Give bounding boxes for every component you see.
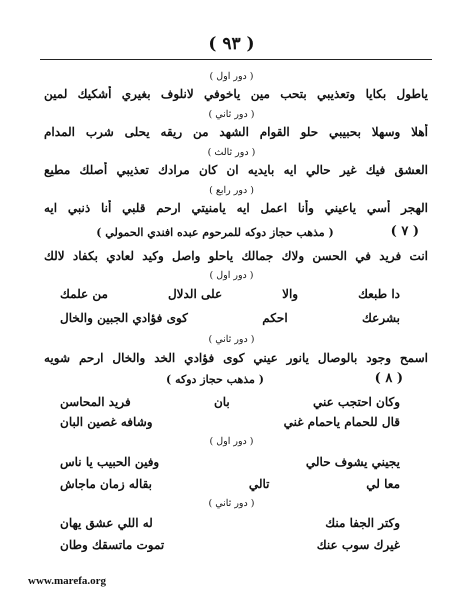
verse-row [60, 394, 400, 410]
section-label: ( دور ثاني ) [208, 109, 255, 120]
verse-cell: له اللي عشق يهان [60, 516, 153, 530]
verse-cell: احكم [262, 311, 288, 325]
verse-row [60, 286, 400, 302]
section-label: ( دور اول ) [209, 436, 254, 447]
verse-cell: تموت ماتسقك وطان [60, 538, 165, 552]
verse-cell: بقاله زمان ماجاش [60, 477, 153, 491]
verse-cell: بان [213, 395, 230, 409]
verse-cell: وكتر الجفا منك [325, 516, 400, 530]
verse-cell: تالي [248, 477, 270, 491]
verse-cell: على الدلال [167, 287, 223, 301]
song-header: ( مذهب حجاز دوكه للمرحوم عبده افندي الحمولي ) [96, 226, 334, 239]
verse-row [60, 310, 400, 326]
verse-cell: فريد المحاسن [60, 395, 131, 409]
section-label: ( دور ثاني ) [208, 334, 255, 345]
verse-cell: يجيني يشوف حالي [305, 455, 400, 469]
header-rule [40, 59, 432, 60]
song-number: ( ٧ ) [390, 224, 419, 239]
verse-line: الهجر أسي ياعيني وأنا اعمل ايه يامنيتي ارحم قلبي أنا ذنبي ايه [44, 201, 428, 215]
verse-cell: بشرعك [362, 311, 400, 325]
verse-cell: غيرك سوب عنك [316, 538, 400, 552]
verse-row [60, 454, 400, 470]
verse-cell: معا لي [366, 477, 400, 491]
verse-line: انت فريد في الحسن ولاك جمالك ياحلو واصل وكيد لعادي بكفاد لالك [44, 249, 428, 263]
source-watermark: www.marefa.org [28, 575, 106, 587]
page-number: ( ٩٣ ) [208, 34, 255, 54]
verse-row [60, 476, 400, 492]
verse-row [60, 515, 400, 531]
section-label: ( دور اول ) [209, 71, 254, 82]
verse-cell: كوى فؤادي الجبين والخال [60, 311, 188, 325]
section-label: ( دور ثالث ) [207, 147, 256, 158]
song-number: ( ٨ ) [374, 371, 403, 386]
verse-cell: وكان احتجب عني [312, 395, 400, 409]
verse-cell: وفين الحبيب يا ناس [60, 455, 160, 469]
section-label: ( دور رابع ) [209, 185, 254, 196]
verse-line: العشق فيك غير حالي ايه بايديه ان كان مرادك تعذيبي أصلك مطيع [44, 163, 428, 177]
verse-line: ياطول بكايا وتعذيبي بتحب مين ياخوفي لانلوف بغيري أشكيك لمين [44, 87, 428, 101]
verse-row [60, 537, 400, 553]
verse-cell: دا طبعك [358, 287, 400, 301]
verse-cell: من علمك [60, 287, 108, 301]
section-label: ( دور اول ) [209, 270, 254, 281]
verse-row [60, 414, 400, 430]
song-header: ( مذهب حجاز دوكه ) [166, 373, 264, 386]
verse-cell: والا [282, 287, 299, 301]
verse-line: اسمح وجود بالوصال يانور عيني كوى فؤادي الخد والخال ارحم شويه [44, 351, 428, 365]
verse-cell: قال للحمام ياحمام غني [283, 415, 400, 429]
section-label: ( دور ثاني ) [208, 498, 255, 509]
verse-line: أهلا وسهلا بحبيبي حلو القوام الشهد من ريقه يحلى شرب المدام [44, 125, 428, 139]
verse-cell: وشافه غصين البان [60, 415, 153, 429]
